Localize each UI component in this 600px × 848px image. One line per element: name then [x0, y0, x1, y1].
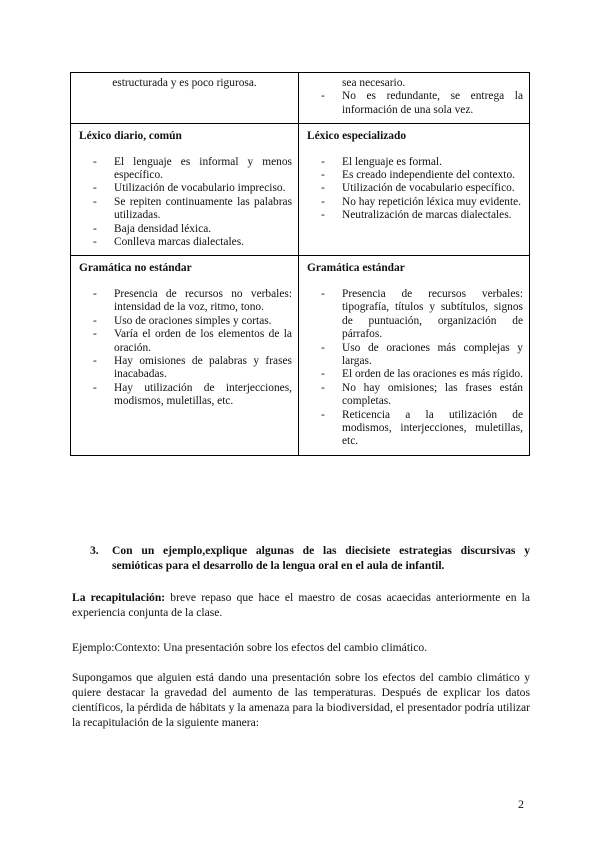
question-heading [72, 543, 530, 573]
list-item: sea necesario. [342, 77, 406, 89]
bullet-list [77, 156, 292, 250]
list-item: - Neutralización de marcas dialectales. [321, 209, 523, 222]
question-text: Con un ejemplo,explique algunas de las diecisiete estrategias discursivas y semióticas para el desarrollo de la lengua oral en el aula de infantil. [112, 544, 530, 572]
question-number: 3. [90, 544, 99, 557]
table-row [71, 256, 530, 455]
body-paragraph: Supongamos que alguien está dando una presentación sobre los efectos del cambio climático y quiere destacar la gravedad del aumento de las temperaturas. Después de explicar los datos científicos, la pérdida de hábitats y la amenaza para la biodiversidad, el presentador podría utilizar la recapitulación de la siguiente manera: [72, 671, 530, 729]
list-item: - Es creado independiente del contexto. [321, 169, 523, 182]
cell-heading: Gramática estándar [307, 262, 405, 275]
list-item: - Reticencia a la utilización de modismos, interjecciones, muletillas, etc. [321, 409, 523, 449]
list-item: - Hay omisiones de palabras y frases inacabadas. [93, 355, 292, 382]
comparison-table [70, 72, 530, 456]
bullet-list [305, 156, 523, 223]
list-item: - Utilización de vocabulario impreciso. [93, 182, 292, 195]
list-item: - Se repiten continuamente las palabras utilizadas. [93, 196, 292, 223]
list-item: - No hay repetición léxica muy evidente. [321, 196, 523, 209]
list-item: - Hay utilización de interjecciones, modismos, muletillas, etc. [93, 382, 292, 409]
cell-heading: Léxico especializado [307, 130, 407, 143]
list-item: - Conlleva marcas dialectales. [93, 236, 292, 249]
bullet-list [77, 288, 292, 409]
list-item: - Utilización de vocabulario específico. [321, 182, 523, 195]
recap-text: breve repaso que hace el maestro de cosas acaecidas anteriormente en la experiencia conjunta de la clase. [72, 591, 531, 619]
table-row [71, 124, 530, 256]
table-cell [299, 124, 530, 256]
list-item: - Presencia de recursos verbales: tipografía, títulos y subtítulos, signos de puntuación, organización de párrafos. [321, 288, 523, 342]
continued-text: estructurada y es poco rigurosa. [112, 77, 257, 89]
recap-label: La recapitulación: [72, 591, 166, 604]
list-item: - Uso de oraciones simples y cortas. [93, 315, 292, 328]
list-item: - Baja densidad léxica. [93, 223, 292, 236]
list-item: - El lenguaje es formal. [321, 156, 523, 169]
list-item: - El lenguaje es informal y menos específico. [93, 156, 292, 183]
bullet-list [305, 288, 523, 449]
table-cell [71, 124, 299, 256]
cell-heading: Gramática no estándar [79, 262, 192, 275]
list-item: - El orden de las oraciones es más rígido. [321, 368, 523, 381]
recap-paragraph [72, 590, 530, 620]
bullet-list [305, 77, 523, 117]
table-row [71, 73, 530, 124]
list-item: - No es redundante, se entrega la información de una sola vez. [321, 90, 523, 117]
cell-heading: Léxico diario, común [79, 130, 182, 143]
list-item: - Presencia de recursos no verbales: intensidad de la voz, ritmo, tono. [93, 288, 292, 315]
example-paragraph: Ejemplo:Contexto: Una presentación sobre los efectos del cambio climático. [72, 641, 428, 654]
list-item: - Varía el orden de los elementos de la oración. [93, 328, 292, 355]
list-item: - No hay omisiones; las frases están completas. [321, 382, 523, 409]
table-cell [299, 73, 530, 124]
table-cell [299, 256, 530, 455]
list-item: - Uso de oraciones más complejas y largas. [321, 342, 523, 369]
table-cell [71, 73, 299, 124]
table-cell [71, 256, 299, 455]
page-number: 2 [518, 797, 524, 811]
